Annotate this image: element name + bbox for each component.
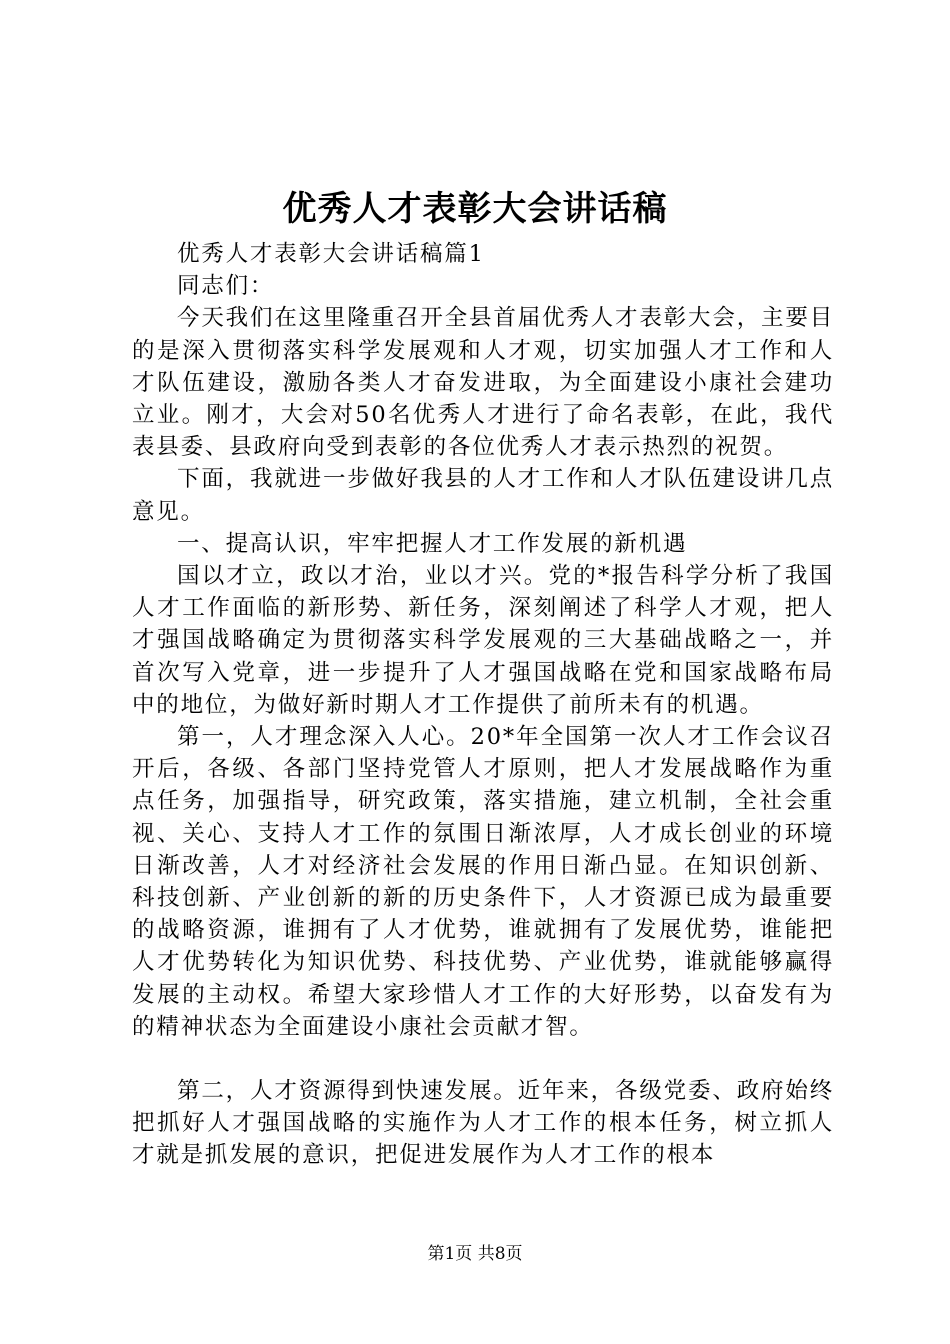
paragraph-subtitle: 优秀人才表彰大会讲话稿篇1	[177, 241, 485, 267]
paragraph-opening: 今天我们在这里隆重召开全县首届优秀人才表彰大会，主要目的是深入贯彻落实科学发展观和人才观，切实加强人才工作和人才队伍建设，激励各类人才奋发进取，为全面建设小康社会建功立业。刚才，大会对50名优秀人才进行了命名表彰，在此，我代表县委、县政府向受到表彰的各位优秀人才表示热烈的祝贺。	[132, 305, 834, 461]
paragraph-section-heading: 一、提高认识，牢牢把握人才工作发展的新机遇	[177, 530, 688, 557]
document-body	[132, 238, 834, 1172]
page-footer: 第1页 共8页	[427, 1244, 523, 1264]
paragraph-salutation: 同志们：	[177, 273, 275, 300]
paragraph-first-point: 第一，人才理念深入人心。20*年全国第一次人才工作会议召开后，各级、各部门坚持党管人才原则，把人才发展战略作为重点任务，加强指导，研究政策，落实措施，建立机制，全社会重视、关心、支持人才工作的氛围日渐浓厚，人才成长创业的环境日渐改善，人才对经济社会发展的作用日渐凸显。在知识创新、科技创新、产业创新的新的历史条件下，人才资源已成为最重要的战略资源，谁拥有了人才优势，谁就拥有了发展优势，谁能把人才优势转化为知识优势、科技优势、产业优势，谁就能够赢得发展的主动权。希望大家珍惜人才工作的大好形势，以奋发有为的精神状态为全面建设小康社会贡献才智。	[132, 724, 834, 1040]
paragraph-strategy: 国以才立，政以才治，业以才兴。党的*报告科学分析了我国人才工作面临的新形势、新任务，深刻阐述了科学人才观，把人才强国战略确定为贯彻落实科学发展观的三大基础战略之一，并首次写入党章，进一步提升了人才强国战略在党和国家战略布局中的地位，为做好新时期人才工作提供了前所未有的机遇。	[132, 563, 834, 718]
paragraph-second-point: 第二，人才资源得到快速发展。近年来，各级党委、政府始终把抓好人才强国战略的实施作为人才工作的根本任务，树立抓人才就是抓发展的意识，把促进发展作为人才工作的根本	[132, 1078, 834, 1169]
paragraph-intro-opinions: 下面，我就进一步做好我县的人才工作和人才队伍建设讲几点意见。	[132, 466, 834, 525]
document-title: 优秀人才表彰大会讲话稿	[282, 189, 668, 229]
